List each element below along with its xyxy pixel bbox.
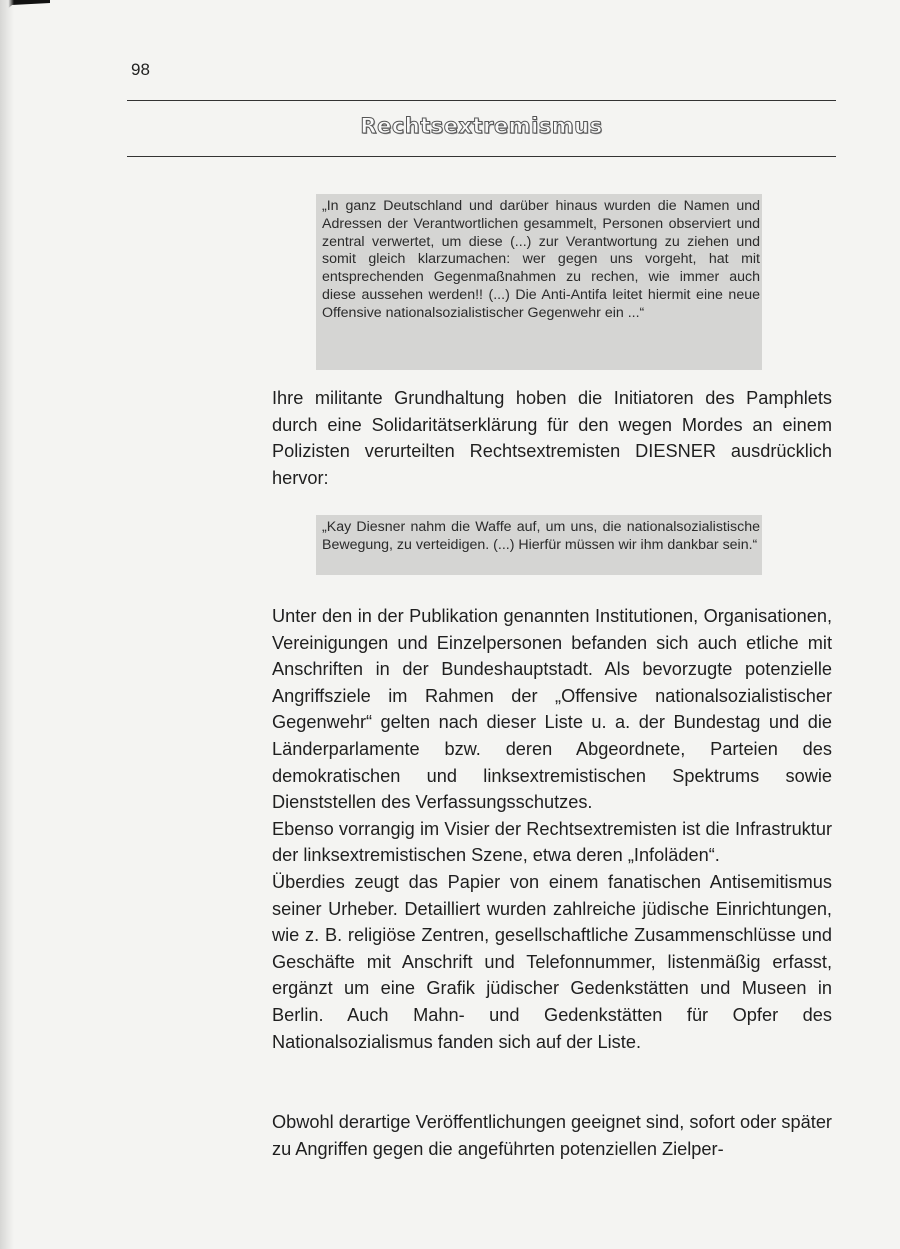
running-head: Rechtsextremismus [360,114,603,138]
block-quote-anti-antifa: „In ganz Deutschland und darüber hinaus wurden die Namen und Adressen der Verantwortlichen gesammelt, Personen observiert und zentral verwertet, um diese (...) zur Verantwortung zu ziehen und somit gleich klarzumachen: wer gegen uns vorgeht, hat mit entsprechenden Gegenmaßnahmen zu rechen, wie immer auch diese aussehen werden!! (...) Die Anti-Antifa leitet hiermit eine neue Offensive nationalsozialistischer Gegenwehr ein ...“ [316,194,762,370]
body-paragraph: Unter den in der Publikation genannten Institutionen, Organisationen, Vereinigungen und Einzelpersonen befanden sich auch etliche mit Anschriften in der Bundeshauptstadt. Als bevorzugte potenzielle Angriffsziele im Rahmen der „Offensive nationalsozialistischer Gegenwehr“ gelten nach dieser Liste u. a. der Bundestag und die Länderparlamente bzw. deren Abgeordnete, Parteien des demokratischen und linksextremistischen Spektrums sowie Dienststellen des Verfassungsschutzes. [272,606,832,813]
body-paragraph: Obwohl derartige Veröffentlichungen geeignet sind, sofort oder später zu Angriffen gegen die angeführten potenziellen Zielper- [272,1112,832,1159]
body-paragraph-group [272,603,832,1055]
header-rule-top [127,100,836,101]
scan-left-edge [0,0,14,1249]
block-quote-diesner: „Kay Diesner nahm die Waffe auf, um uns, die nationalsozialistische Bewegung, zu verteidigen. (...) Hierfür müssen wir ihm dankbar sein.“ [316,515,762,575]
header-rule-bottom [127,156,836,157]
body-paragraph: Überdies zeugt das Papier von einem fanatischen Antisemitismus seiner Urheber. Detailliert wurden zahlreiche jüdische Einrichtungen, wie z. B. religiöse Zentren, gesellschaftliche Zusammenschlüsse und Geschäfte mit Anschrift und Telefonnummer, listenmäßig erfasst, ergänzt um eine Grafik jüdischer Gedenkstätten und Museen in Berlin. Auch Mahn- und Gedenkstätten für Opfer des Nationalsozialismus fanden sich auf der Liste. [272,871,832,1052]
body-paragraph: Ihre militante Grundhaltung hoben die Initiatoren des Pamphlets durch eine Solidaritätserklärung für den wegen Mordes an einem Polizisten verurteilten Rechtsextremisten DIESNER ausdrücklich hervor: [272,388,832,488]
body-paragraph: Ebenso vorrangig im Visier der Rechtsextremisten ist die Infrastruktur der linksextremistischen Szene, etwa deren „Infoläden“. [272,818,832,866]
page-number: 98 [131,60,150,79]
